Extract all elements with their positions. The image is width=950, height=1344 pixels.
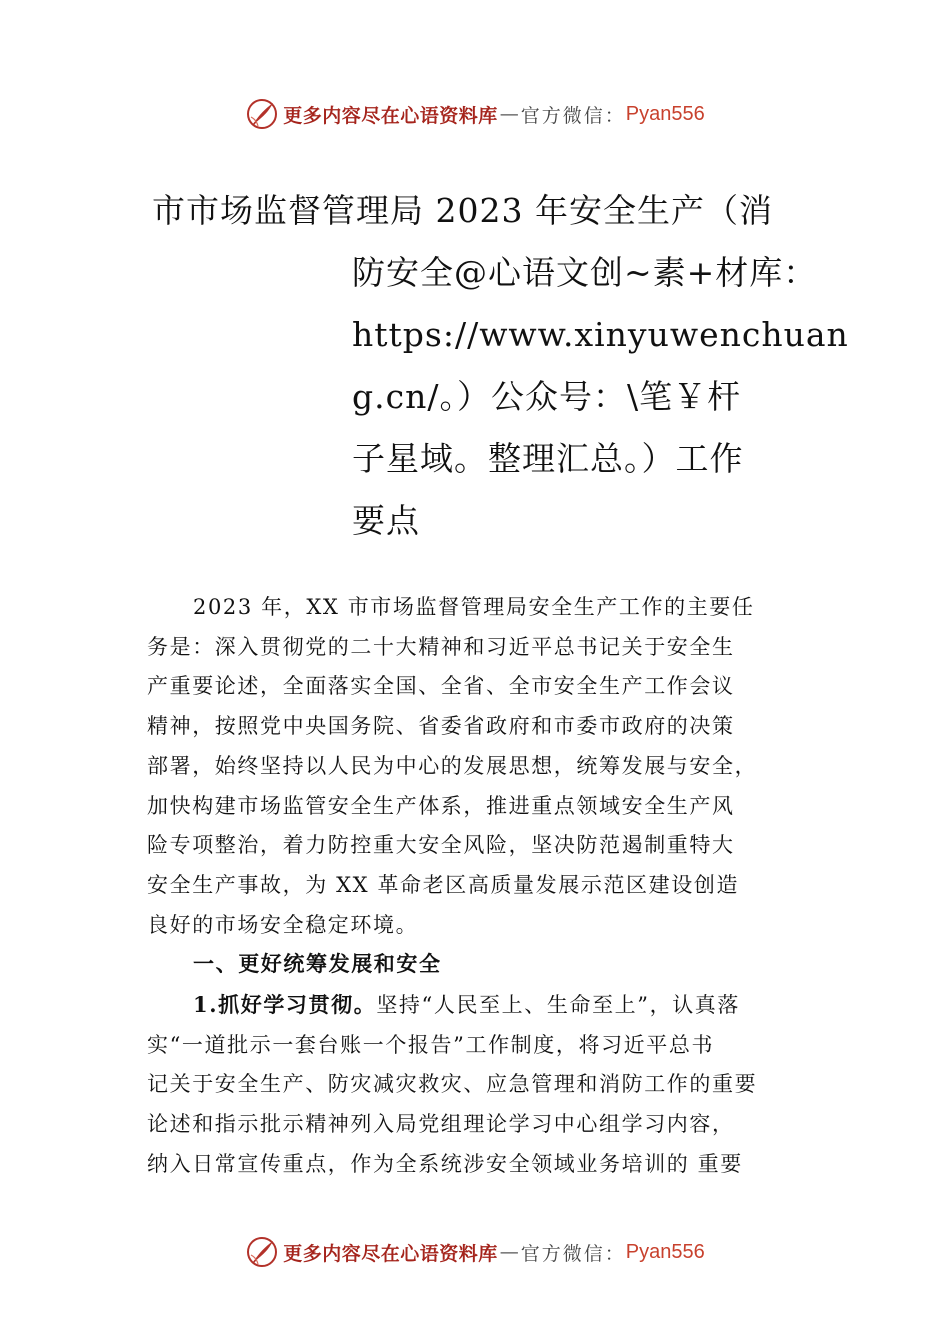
paragraph-line: 产重要论述，全面落实全国、全省、全市安全生产工作会议 <box>147 674 735 699</box>
paragraph-line: 论述和指示批示精神列入局党组理论学习中心组学习内容， <box>147 1112 735 1137</box>
paragraph-line: 精神，按照党中央国务院、省委省政府和市委市政府的决策 <box>147 714 735 739</box>
paragraph-line: 2023 年，XX 市市场监督管理局安全生产工作的主要任 <box>193 595 755 619</box>
item-1-label: 1.抓好学习贯彻。 <box>193 992 377 1018</box>
title-line: 市市场监督管理局 2023 年安全生产（消 <box>152 191 773 230</box>
paragraph-line: 险专项整治，着力防控重大安全风险，坚决防范遏制重特大 <box>147 833 735 858</box>
paragraph-line: 安全生产事故，为 XX 革命老区高质量发展示范区建设创造 <box>147 872 740 897</box>
banner-wechat-id: Pyan556 <box>625 1240 705 1263</box>
title-line: 要点 <box>352 501 420 540</box>
paragraph-line: 记关于安全生产、防灾减灾救灾、应急管理和消防工作的重要 <box>147 1072 758 1097</box>
header-banner <box>0 94 950 134</box>
title-line: https://www.xinyuwenchuan <box>352 315 849 354</box>
document-title <box>152 180 849 552</box>
banner-dash: — <box>499 1241 519 1263</box>
banner-wechat-label: 官方微信： <box>520 1242 626 1265</box>
item-1-paragraph <box>147 985 807 1185</box>
banner-text: 更多内容尽在心语资料库 <box>283 104 498 127</box>
paragraph-line <box>147 985 807 1026</box>
intro-paragraph <box>147 588 807 945</box>
paragraph-line: 部署，始终坚持以人民为中心的发展思想，统筹发展与安全， <box>147 753 758 778</box>
paragraph-line: 务是：深入贯彻党的二十大精神和习近平总书记关于安全生 <box>147 634 735 659</box>
paragraph-line: 良好的市场安全稳定环境。 <box>147 912 419 937</box>
section-heading: 一、更好统筹发展和安全 <box>193 952 442 977</box>
paragraph-line: 纳入日常宣传重点，作为全系统涉安全领域业务培训的 重要 <box>147 1151 743 1176</box>
title-line: 防安全@心语文创~素+材库： <box>352 253 818 292</box>
banner-wechat-label: 官方微信： <box>520 104 626 127</box>
document-body <box>147 588 807 1185</box>
feather-pen-logo-icon <box>245 97 279 131</box>
paragraph-line: 加快构建市场监管安全生产体系，推进重点领域安全生产风 <box>147 793 735 818</box>
title-line: 子星域。整理汇总。）工作 <box>352 439 744 478</box>
title-line: g.cn/。）公众号：\笔￥杆 <box>352 377 742 416</box>
paragraph-line: 实“一道批示一套台账一个报告”工作制度，将习近平总书 <box>147 1032 715 1057</box>
footer-banner <box>0 1232 950 1272</box>
feather-pen-logo-icon <box>245 1235 279 1269</box>
banner-wechat-id: Pyan556 <box>625 102 705 125</box>
banner-text: 更多内容尽在心语资料库 <box>283 1242 498 1265</box>
banner-dash: — <box>499 103 519 125</box>
item-1-text: 坚持“人民至上、生命至上”，认真落 <box>376 993 740 1018</box>
